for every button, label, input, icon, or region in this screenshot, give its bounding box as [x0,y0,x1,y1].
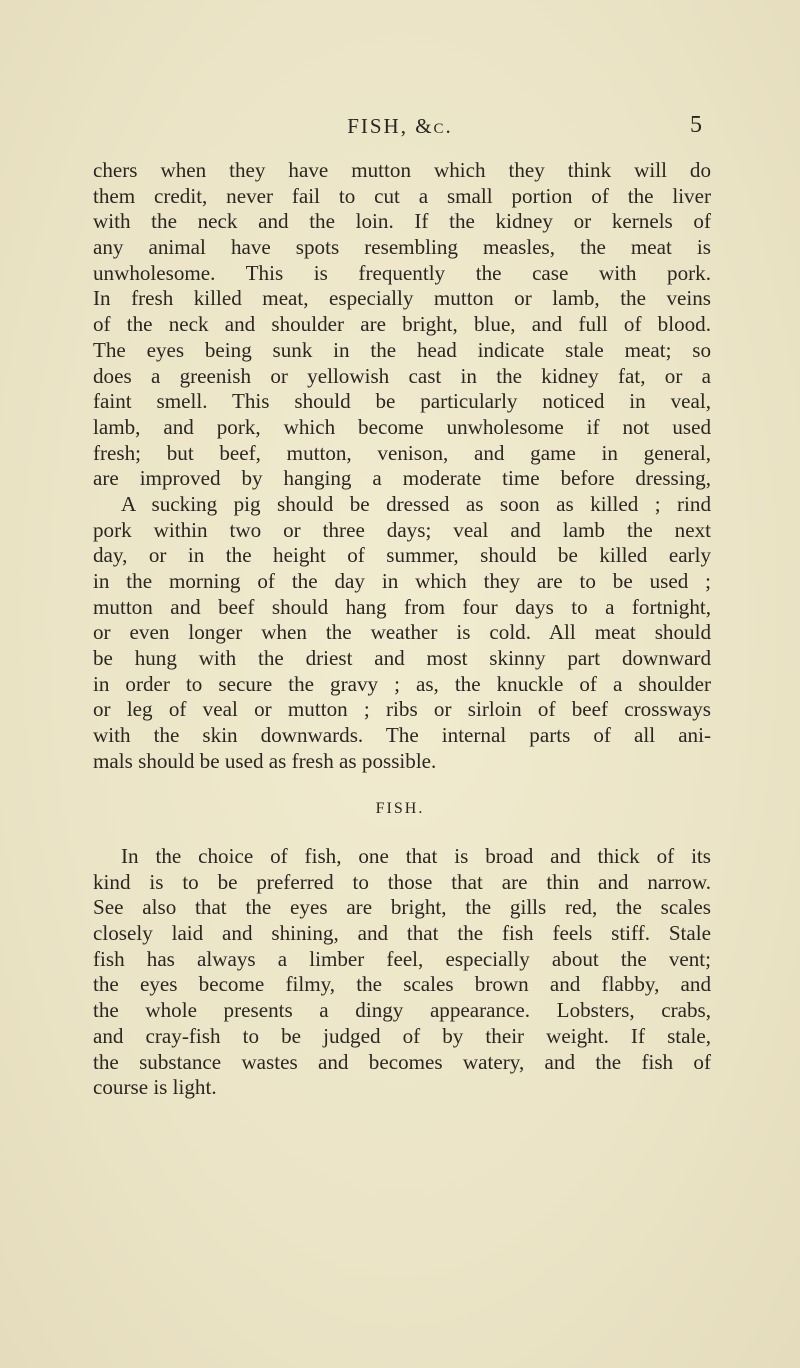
text-line: with the neck and the loin. If the kidney or kernels of [93,209,711,234]
text-line: A sucking pig should be dressed as soon as killed ; rind [121,491,711,516]
text-line: lamb, and pork, which become unwholesome if not used [93,414,711,439]
text-line: day, or in the height of summer, should be killed early [93,543,711,568]
text-line: the substance wastes and becomes watery, and the fish of [93,1049,711,1074]
text-line: fish has always a limber feel, especially about the vent; [93,946,711,971]
text-line: faint smell. This should be particularly noticed in veal, [93,389,711,414]
text-line: mals should be used as fresh as possible. [93,748,437,773]
text-line: does a greenish or yellowish cast in the kidney fat, or a [93,363,711,388]
text-line: See also that the eyes are bright, the gills red, the scales [93,895,711,920]
text-line: mutton and beef should hang from four days to a fortnight, [93,594,711,619]
text-line: in order to secure the gravy ; as, the knuckle of a shoulder [93,671,711,696]
text-line: In the choice of fish, one that is broad and thick of its [121,844,711,868]
text-line: kind is to be preferred to those that are thin and narrow. [93,869,711,894]
text-line: be hung with the driest and most skinny part downward [93,646,711,671]
page-number: 5 [690,112,702,138]
text-line: any animal have spots resembling measles, the meat is [93,235,711,260]
section-heading-fish: FISH. [375,800,425,817]
text-line: are improved by hanging a moderate time before dressing, [93,466,711,491]
text-line: the eyes become filmy, the scales brown and flabby, and [93,972,711,997]
running-head: FISH, &c. [347,114,453,138]
text-line: In fresh killed meat, especially mutton or lamb, the veins [93,286,711,311]
page-header [0,114,800,144]
text-line: them credit, never fail to cut a small portion of the liver [93,183,711,208]
text-line: course is light. [93,1075,217,1100]
text-line: or even longer when the weather is cold. All meat should [93,620,711,645]
text-line: fresh; but beef, mutton, venison, and game in general, [93,440,711,465]
text-line: closely laid and shining, and that the fish feels stiff. Stale [93,921,711,946]
text-line: with the skin downwards. The internal parts of all ani- [93,723,711,748]
text-line: of the neck and shoulder are bright, blue, and full of blood. [93,312,711,337]
text-line: chers when they have mutton which they think will do [93,158,711,182]
paragraph-meat-selection [93,158,711,775]
text-line: in the morning of the day in which they are to be used ; [93,569,711,593]
text-line: or leg of veal or mutton ; ribs or sirloin of beef crossways [93,697,711,722]
text-line: and cray-fish to be judged of by their weight. If stale, [93,1023,711,1048]
text-line: the whole presents a dingy appearance. Lobsters, crabs, [93,998,711,1023]
text-line: The eyes being sunk in the head indicate stale meat; so [93,337,711,362]
text-line: unwholesome. This is frequently the case with pork. [93,260,711,285]
paragraph-fish-selection [93,844,711,1101]
text-line: pork within two or three days; veal and lamb the next [93,517,711,542]
